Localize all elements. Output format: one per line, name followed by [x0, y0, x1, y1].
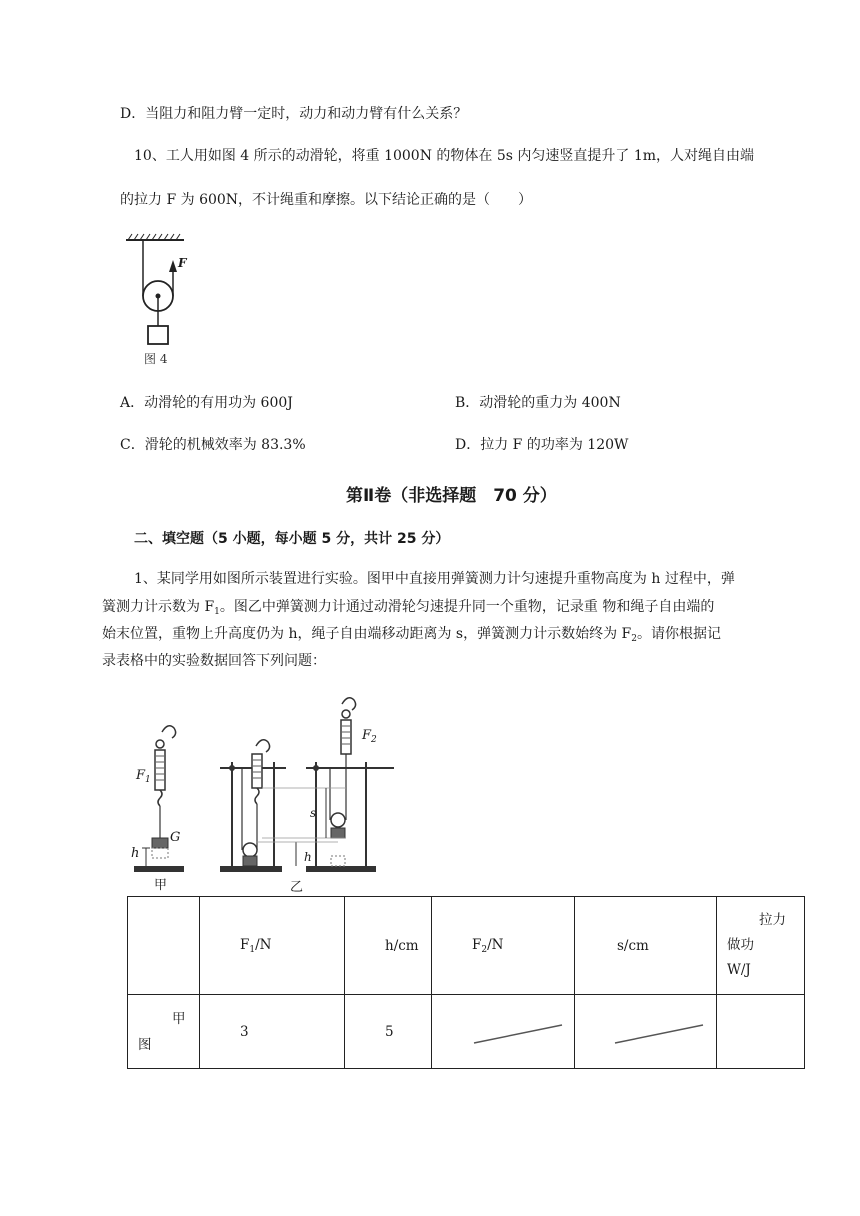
header-f2: [432, 897, 575, 995]
fill1-line3-sub: 2: [631, 634, 637, 644]
header-f2-text: F: [472, 936, 482, 953]
header-h: h/cm: [345, 897, 432, 995]
header-f1-sub: 1: [249, 944, 256, 955]
section-title-fill-in: 二、填空题（5 小题，每小题 5 分，共计 25 分）: [134, 531, 450, 547]
header-f1: [200, 897, 345, 995]
fill1-line3-text-b: 。请你根据记: [637, 626, 721, 642]
fill1-line4: 录表格中的实验数据回答下列问题：: [102, 653, 326, 669]
table-row: [128, 995, 805, 1069]
experiment-data-table: [127, 896, 805, 1069]
label-g: G: [170, 830, 181, 845]
header-f1-unit: /N: [255, 936, 272, 953]
label-f1-text: F: [136, 768, 146, 783]
cell-work-value[interactable]: [717, 995, 805, 1069]
label-h-jia: h: [131, 846, 140, 861]
apparatus-figure: [126, 690, 406, 890]
label-h-yi: h: [304, 850, 312, 864]
fill1-line3: [102, 624, 721, 649]
caption-yi: 乙: [290, 880, 304, 895]
header-f2-sub: 2: [481, 944, 488, 955]
fill1-line2-text: 簧测力计示数为 F: [102, 599, 215, 615]
q10-stem-line1: 10、工人用如图 4 所示的动滑轮，将重 1000N 的物体在 5s 内匀速竖直提升了 1m，人对绳自由端: [134, 148, 755, 164]
label-f2-sub: 2: [371, 735, 377, 745]
q10-option-d: D．拉力 F 的功率为 120W: [455, 437, 629, 453]
q10-option-c: C．滑轮的机械效率为 83.3%: [120, 437, 306, 453]
header-work: [717, 897, 805, 995]
part2-title: 第Ⅱ卷（非选择题 70 分）: [346, 486, 557, 506]
row-label-jia: [128, 995, 200, 1069]
fill1-line1: 1、某同学用如图所示装置进行实验。图甲中直接用弹簧测力计匀速提升重物高度为 h 过程中，弹: [134, 571, 735, 587]
header-work-line2: 做功: [727, 937, 754, 953]
header-work-line3: W/J: [727, 962, 751, 978]
header-empty-cell: [128, 897, 200, 995]
fill1-line2: [102, 597, 714, 622]
figure-4-caption: 图 4: [144, 352, 168, 366]
q10-option-a: A．动滑轮的有用功为 600J: [120, 395, 293, 411]
cell-f2-slashed: [432, 995, 575, 1069]
label-f2-text: F: [362, 728, 372, 743]
pulley-figure-4: [120, 230, 200, 370]
diagonal-slash-f2: [432, 995, 575, 1067]
label-s: s: [310, 806, 317, 820]
label-f2: [362, 728, 377, 745]
label-f1: [136, 768, 151, 785]
cell-s-slashed: [575, 995, 717, 1069]
label-f1-sub: 1: [145, 775, 151, 785]
table-header-row: [128, 897, 805, 995]
force-label-f: F: [178, 256, 187, 270]
q9-option-d: D．当阻力和阻力臂一定时，动力和动力臂有什么关系？: [120, 106, 468, 122]
q10-option-b: B．动滑轮的重力为 400N: [455, 395, 621, 411]
header-f2-unit: /N: [487, 936, 504, 953]
fill1-line3-text: 始末位置，重物上升高度仍为 h，绳子自由端移动距离为 s，弹簧测力计示数始终为 F: [102, 626, 632, 642]
header-s: s/cm: [575, 897, 717, 995]
q10-stem-line2: 的拉力 F 为 600N，不计绳重和摩擦。以下结论正确的是（ ）: [120, 192, 533, 208]
diagonal-slash-s: [575, 995, 717, 1067]
fill1-line2-sub: 1: [214, 607, 220, 617]
header-work-line1: 拉力: [759, 912, 786, 928]
cell-f1-value: 3: [200, 995, 345, 1069]
cell-h-value: 5: [345, 995, 432, 1069]
header-f1-text: F: [240, 936, 250, 953]
row-label-line1: 甲: [172, 1010, 186, 1027]
caption-jia: 甲: [154, 878, 168, 893]
fill1-line2-text-b: 。图乙中弹簧测力计通过动滑轮匀速提升同一个重物，记录重 物和绳子自由端的: [219, 599, 715, 615]
row-label-line2: 图: [138, 1036, 152, 1053]
